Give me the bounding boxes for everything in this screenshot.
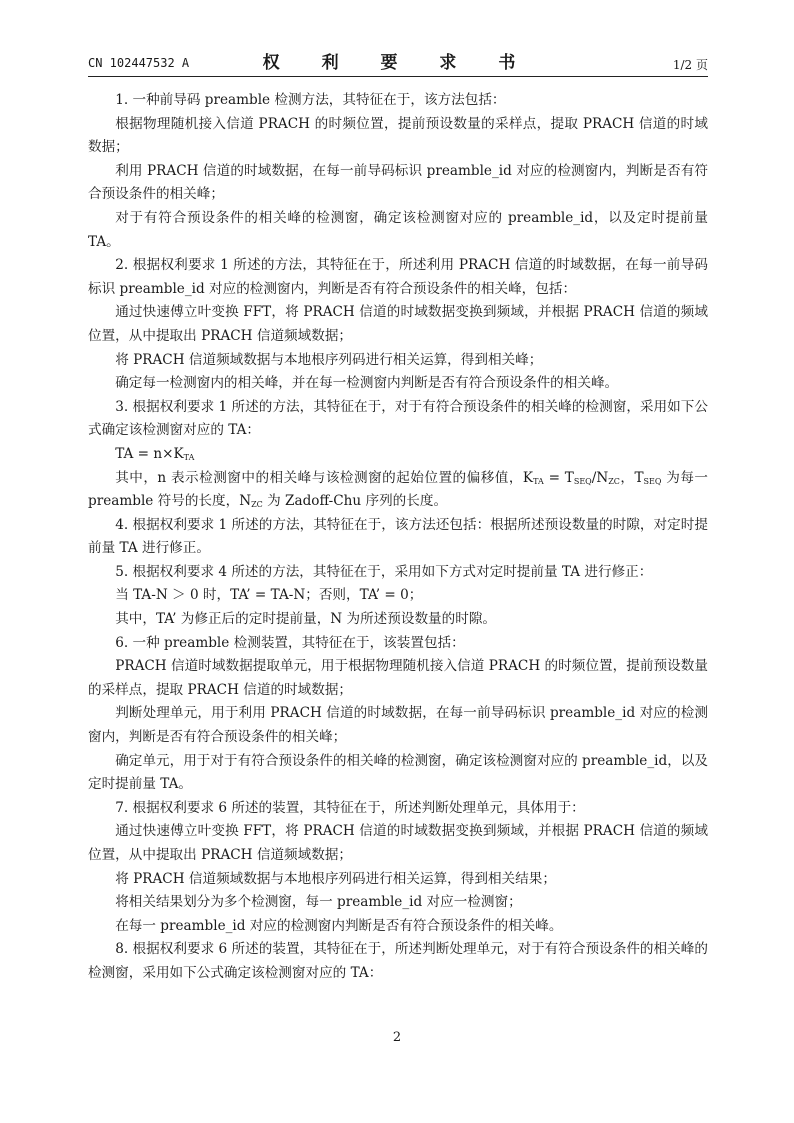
claim-paragraph: 确定单元，用于对于有符合预设条件的相关峰的检测窗，确定该检测窗对应的 preamble_id，以及定时提前量 TA。 [88, 752, 708, 793]
page-indicator: 1/2 页 [672, 58, 708, 72]
claim-paragraph: 2. 根据权利要求 1 所述的方法，其特征在于，所述利用 PRACH 信道的时域数据，在每一前导码标识 preamble_id 对应的检测窗内，判断是否有符合预设条件的相关峰，包括： [88, 257, 708, 297]
subscript: SEQ [573, 476, 592, 486]
claim-paragraph: 7. 根据权利要求 6 所述的装置，其特征在于，所述判断处理单元，具体用于： [115, 799, 585, 816]
claim-paragraph: 3. 根据权利要求 1 所述的方法，其特征在于，对于有符合预设条件的相关峰的检测窗，采用如下公式确定该检测窗对应的 TA： [88, 398, 708, 439]
subscript: ZC [251, 500, 263, 510]
text-segment: 为 Zadoff-Chu 序列的长度。 [267, 493, 448, 510]
subscript: SEQ [643, 476, 662, 486]
claims-body [88, 89, 708, 986]
claim-paragraph: 利用 PRACH 信道的时域数据，在每一前导码标识 preamble_id 对应的检测窗内，判断是否有符合预设条件的相关峰； [88, 162, 708, 203]
claim-paragraph: 对于有符合预设条件的相关峰的检测窗，确定该检测窗对应的 preamble_id，以及定时提前量 TA。 [88, 209, 708, 250]
text-segment: 为每一 preamble 符号的长度，N [88, 469, 708, 510]
claim-paragraph: 判断处理单元，用于利用 PRACH 信道的时域数据，在每一前导码标识 preamble_id 对应的检测窗内，判断是否有符合预设条件的相关峰； [88, 705, 708, 746]
claim-paragraph: 将 PRACH 信道频域数据与本地根序列码进行相关运算，得到相关结果； [115, 870, 556, 887]
claim-paragraph: 5. 根据权利要求 4 所述的方法，其特征在于，采用如下方式对定时提前量 TA 进行修正： [115, 563, 653, 580]
subscript: TA [183, 452, 195, 462]
formula-text: TA = n×K [115, 445, 184, 462]
subscript: ZC [608, 476, 620, 486]
header-divider [88, 76, 708, 77]
claim-paragraph: 1. 一种前导码 preamble 检测方法，其特征在于，该方法包括： [115, 92, 506, 108]
claim-paragraph: 通过快速傅立叶变换 FFT，将 PRACH 信道的时域数据变换到频域，并根据 PRACH 信道的频域位置，从中提取出 PRACH 信道频域数据； [88, 304, 708, 344]
subscript: TA [533, 476, 544, 486]
page-header [88, 48, 708, 74]
text-segment: 其中，n 表示检测窗中的相关峰与该检测窗的起始位置的偏移值，K [115, 469, 534, 486]
formula-line [88, 443, 708, 467]
page-title: 权 利 要 求 书 [262, 53, 534, 73]
claim-paragraph: 将 PRACH 信道频域数据与本地根序列码进行相关运算，得到相关峰； [115, 351, 543, 368]
claim-paragraph [88, 467, 708, 514]
claim-paragraph: 根据物理随机接入信道 PRACH 的时频位置，提前预设数量的采样点，提取 PRACH 信道的时域数据； [88, 115, 708, 156]
claim-paragraph: 通过快速傅立叶变换 FFT，将 PRACH 信道的时域数据变换到频域，并根据 PRACH 信道的频域位置，从中提取出 PRACH 信道频域数据； [88, 823, 708, 863]
document-number: CN 102447532 A [88, 56, 190, 70]
claim-paragraph: 4. 根据权利要求 1 所述的方法，其特征在于，该方法还包括：根据所述预设数量的时隙，对定时提前量 TA 进行修正。 [88, 516, 708, 557]
text-segment: = T [548, 469, 574, 486]
claim-paragraph: 6. 一种 preamble 检测装置，其特征在于，该装置包括： [115, 634, 465, 651]
claim-paragraph: PRACH 信道时域数据提取单元，用于根据物理随机接入信道 PRACH 的时频位置，提前预设数量的采样点，提取 PRACH 信道的时域数据； [88, 658, 708, 698]
claim-paragraph: 其中，TA’ 为修正后的定时提前量，N 为所述预设数量的时隙。 [115, 611, 497, 628]
claim-paragraph: 8. 根据权利要求 6 所述的装置，其特征在于，所述判断处理单元，对于有符合预设条件的相关峰的检测窗，采用如下公式确定该检测窗对应的 TA： [88, 941, 708, 981]
claim-paragraph: 在每一 preamble_id 对应的检测窗内判断是否有符合预设条件的相关峰。 [115, 917, 563, 934]
page-number: 2 [392, 1030, 402, 1045]
claim-paragraph: 确定每一检测窗内的相关峰，并在每一检测窗内判断是否有符合预设条件的相关峰。 [115, 375, 619, 392]
claim-paragraph: 当 TA-N ＞ 0 时，TA’ = TA-N；否则，TA’ = 0； [115, 587, 423, 604]
text-segment: /N [591, 469, 609, 486]
text-segment: ，T [619, 469, 644, 486]
claim-paragraph: 将相关结果划分为多个检测窗，每一 preamble_id 对应一检测窗； [115, 894, 522, 911]
